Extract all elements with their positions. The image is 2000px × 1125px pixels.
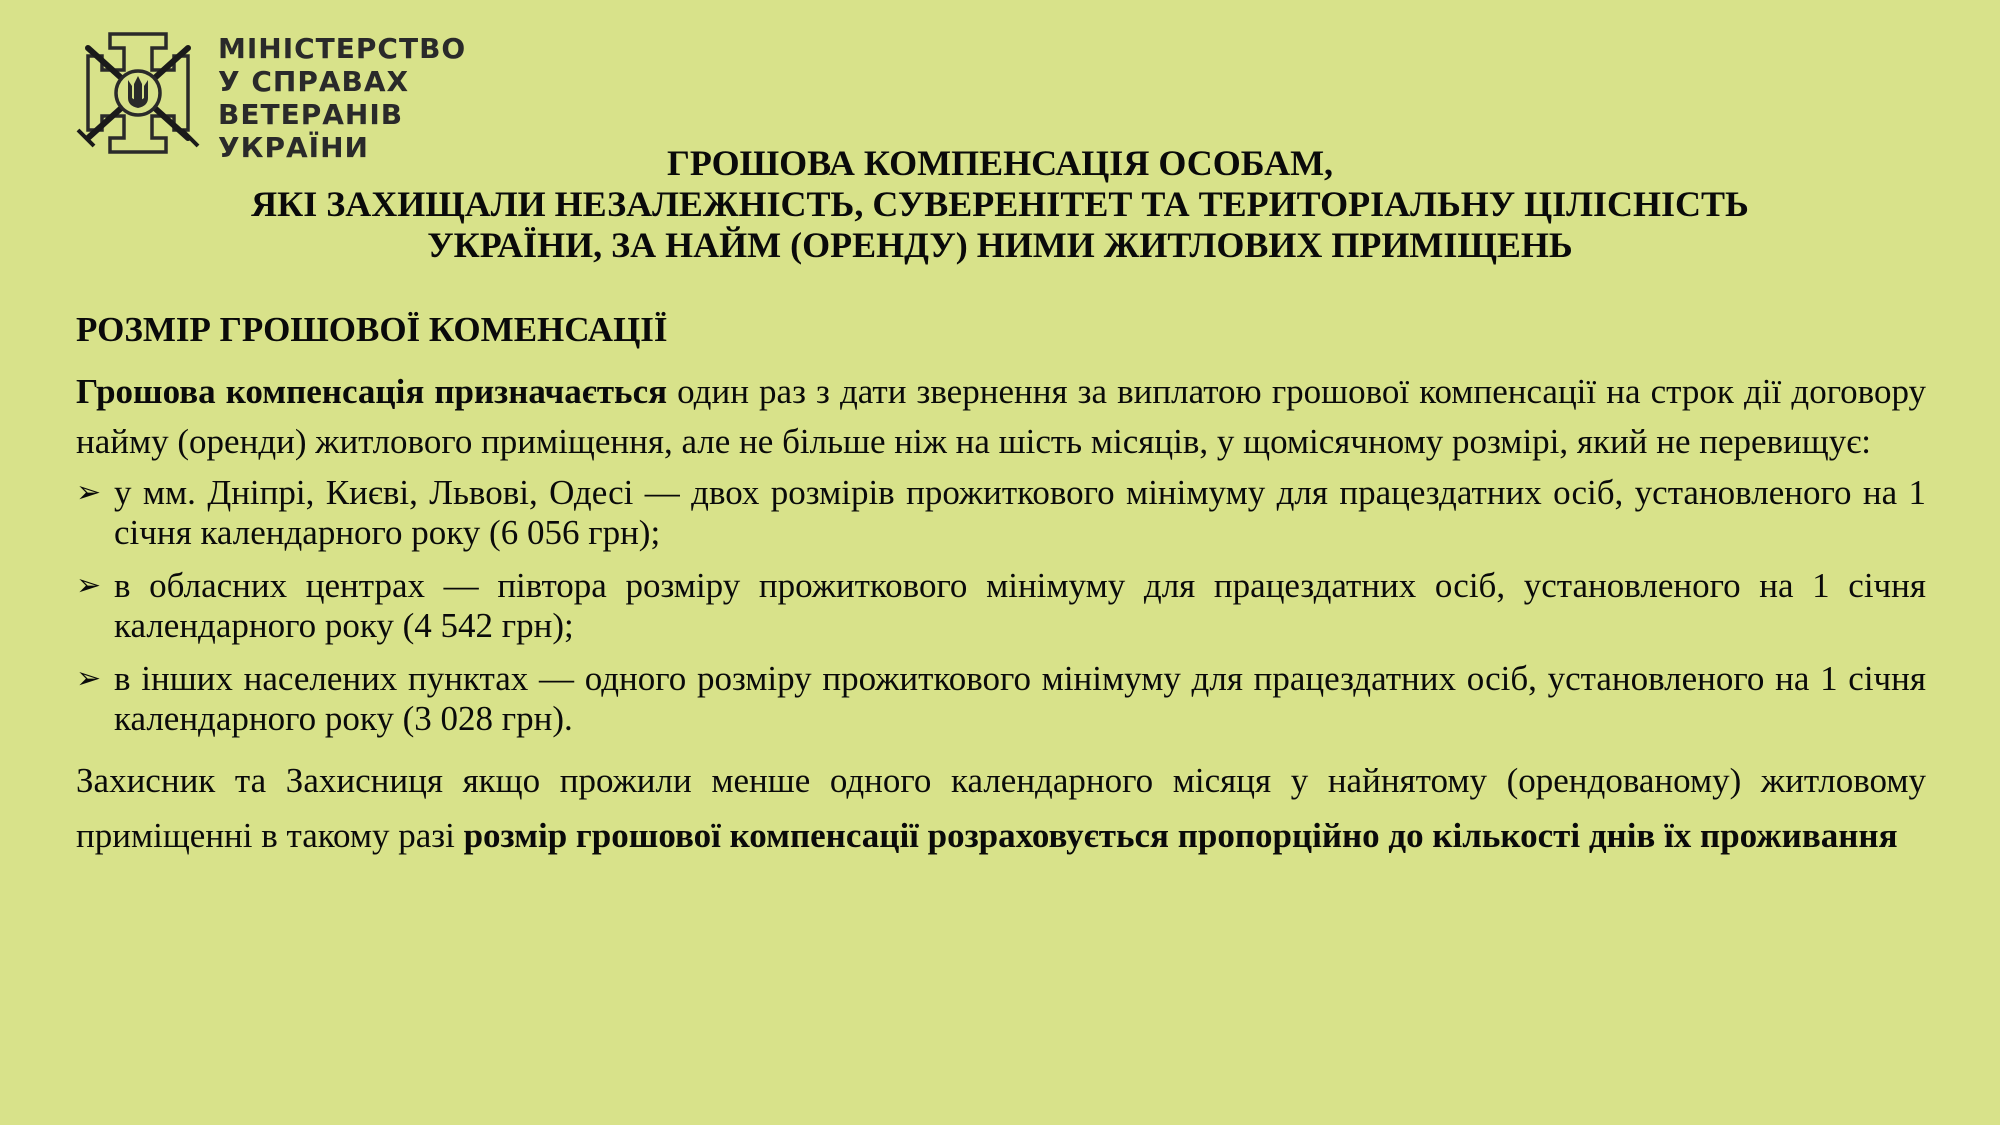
list-item-text: в інших населених пунктах — одного розміру прожиткового мінімуму для працездатних осіб, установленого на 1 січня календарного року (3 028 грн). xyxy=(114,659,1926,738)
section-heading: РОЗМІР ГРОШОВОЇ КОМЕНСАЦІЇ xyxy=(76,310,668,349)
intro-bold-text: Грошова компенсація призначається xyxy=(76,372,668,411)
arrow-bullet-icon: ➢ xyxy=(76,661,102,696)
title-line: ЯКІ ЗАХИЩАЛИ НЕЗАЛЕЖНІСТЬ, СУВЕРЕНІТЕТ ТА ТЕРИТОРІАЛЬНУ ЦІЛІСНІСТЬ xyxy=(251,184,1749,224)
intro-paragraph xyxy=(76,367,1926,467)
list-item xyxy=(76,473,1926,553)
arrow-bullet-icon: ➢ xyxy=(76,568,102,603)
ministry-name-line: У СПРАВАХ xyxy=(218,65,410,98)
ministry-name-line: МІНІСТЕРСТВО xyxy=(218,32,467,65)
main-content xyxy=(76,305,1926,863)
list-item xyxy=(76,566,1926,646)
list-item-text: в обласних центрах — півтора розміру прожиткового мінімуму для працездатних осіб, установленого на 1 січня календарного року (4 542 грн); xyxy=(114,566,1926,645)
list-item xyxy=(76,659,1926,739)
ministry-name-line: УКРАЇНИ xyxy=(218,131,369,164)
page-title xyxy=(140,143,1860,266)
ministry-name-line: ВЕТЕРАНІВ xyxy=(218,98,404,131)
closing-bold-text: розмір грошової компенсації розраховується пропорційно до кількості днів їх проживання xyxy=(463,816,1898,855)
closing-text: Захисник та Захисниця якщо прожили менше одного календарного місяця у найнятому (орендованому) житловому приміщенні в такому разі xyxy=(76,761,1926,855)
ministry-emblem-icon xyxy=(70,30,206,156)
list-item-text: у мм. Дніпрі, Києві, Львові, Одесі — двох розмірів прожиткового мінімуму для працездатних осіб, установленого на 1 січня календарного року (6 056 грн); xyxy=(114,473,1926,552)
title-line: УКРАЇНИ, ЗА НАЙМ (ОРЕНДУ) НИМИ ЖИТЛОВИХ ПРИМІЩЕНЬ xyxy=(427,225,1573,265)
title-line: ГРОШОВА КОМПЕНСАЦІЯ ОСОБАМ, xyxy=(666,143,1334,183)
closing-paragraph xyxy=(76,753,1926,863)
intro-text: один раз з дати звернення за виплатою грошової компенсації на строк дії договору найму (оренди) житлового приміщення, але не більше ніж на шість місяців, у щомісячному розмірі, який не перевищує: xyxy=(76,372,1926,461)
compensation-list xyxy=(76,473,1926,739)
arrow-bullet-icon: ➢ xyxy=(76,475,102,510)
